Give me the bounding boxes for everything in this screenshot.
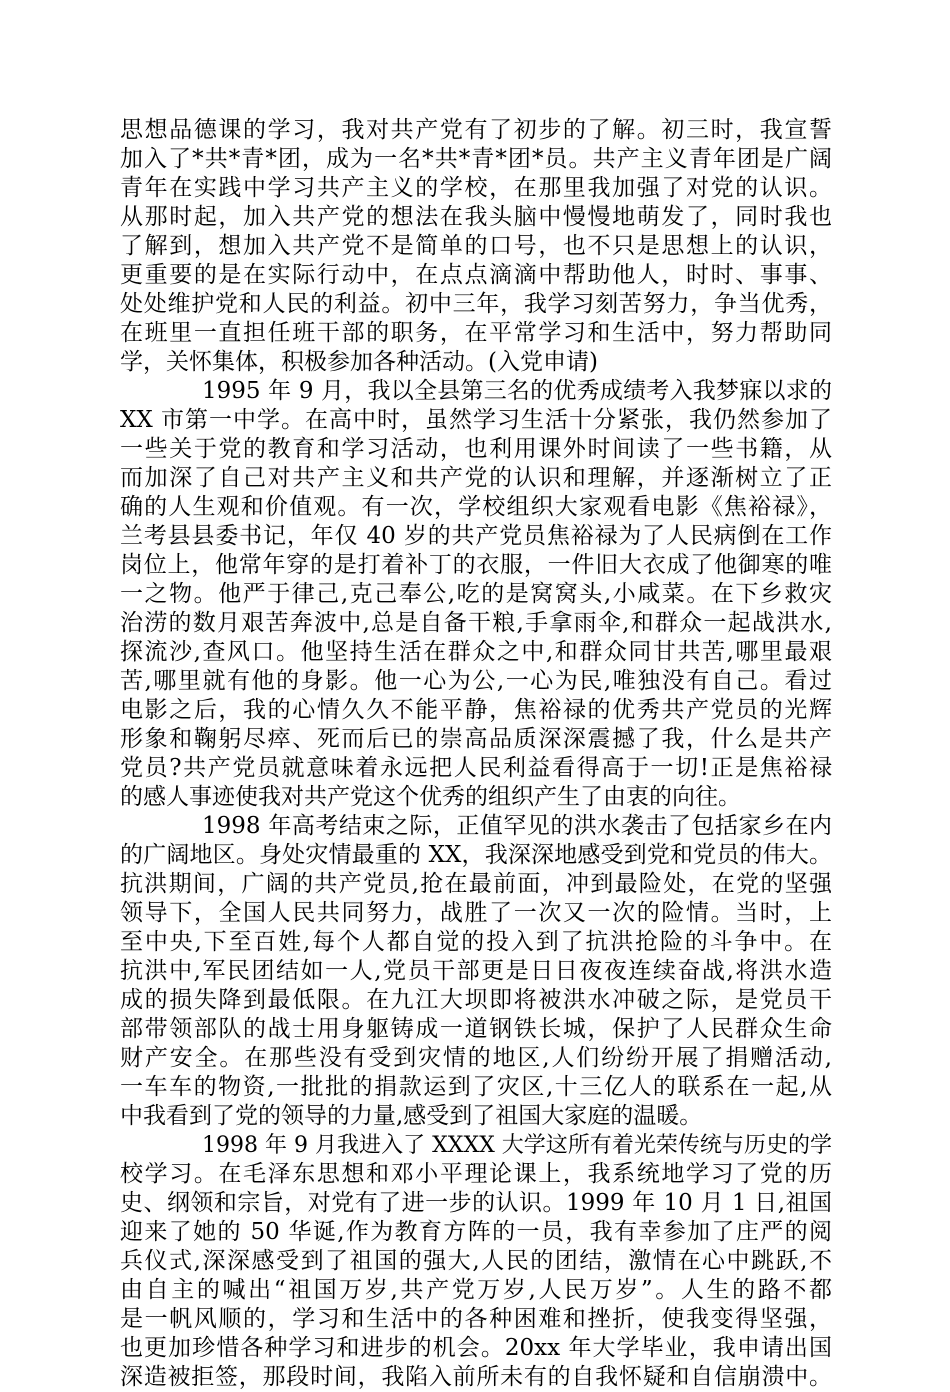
text-line: 一之物。他严于律己,克己奉公,吃的是窝窝头,小咸菜。在下乡救灾 xyxy=(120,581,832,607)
text-line: 治涝的数月艰苦奔波中,总是自备干粮,手拿雨伞,和群众一起战洪水, xyxy=(120,610,832,636)
text-line: 的感人事迹使我对共产党这个优秀的组织产生了由衷的向往。 xyxy=(120,784,741,810)
text-line: 更重要的是在实际行动中，在点点滴滴中帮助他人，时时、事事、 xyxy=(120,262,832,288)
text-line: 财产安全。在那些没有受到灾情的地区,人们纷纷开展了捐赠活动, xyxy=(120,1045,832,1071)
text-line: 1995 年 9 月，我以全县第三名的优秀成绩考入我梦寐以求的 xyxy=(202,378,832,404)
text-line: 党员?共产党员就意味着永远把人民利益看得高于一切!正是焦裕禄 xyxy=(120,755,832,781)
text-line: 处处维护党和人民的利益。初中三年，我学习刻苦努力，争当优秀， xyxy=(120,291,832,317)
text-line: 领导下，全国人民共同努力，战胜了一次又一次的险情。当时，上 xyxy=(120,900,832,926)
text-line: 部带领部队的战士用身躯铸成一道钢铁长城，保护了人民群众生命 xyxy=(120,1016,832,1042)
text-line: 史、纲领和宗旨，对党有了进一步的认识。1999 年 10 月 1 日,祖国 xyxy=(120,1190,832,1216)
text-line: 了解到，想加入共产党不是简单的口号，也不只是思想上的认识， xyxy=(120,233,832,259)
text-line: 也更加珍惜各种学习和进步的机会。20xx 年大学毕业，我申请出国 xyxy=(120,1335,832,1361)
text-line: 思想品德课的学习，我对共产党有了初步的了解。初三时，我宣誓 xyxy=(120,117,832,143)
text-line: 的广阔地区。身处灾情最重的 XX，我深深地感受到党和党员的伟大。 xyxy=(120,842,832,868)
text-line: 1998 年高考结束之际，正值罕见的洪水袭击了包括家乡在内 xyxy=(202,813,832,839)
text-line: 1998 年 9 月我进入了 XXXX 大学这所有着光荣传统与历史的学 xyxy=(202,1133,832,1158)
text-line: 一车车的物资,一批批的捐款运到了灾区,十三亿人的联系在一起,从 xyxy=(120,1074,832,1100)
text-line: 抗洪期间，广阔的共产党员,抢在最前面，冲到最险处，在党的坚强 xyxy=(120,871,832,897)
text-line: 探流沙,查风口。他坚持生活在群众之中,和群众同甘共苦,哪里最艰 xyxy=(120,639,832,665)
text-line: 从那时起，加入共产党的想法在我头脑中慢慢地萌发了，同时我也 xyxy=(120,204,832,230)
text-line: 兰考县县委书记，年仅 40 岁的共产党员焦裕禄为了人民病倒在工作 xyxy=(120,523,832,549)
text-line: 是一帆风顺的，学习和生活中的各种困难和挫折，使我变得坚强， xyxy=(120,1306,832,1332)
text-line: 迎来了她的 50 华诞,作为教育方阵的一员，我有幸参加了庄严的阅 xyxy=(120,1219,832,1245)
text-line: 成的损失降到最低限。在九江大坝即将被洪水冲破之际，是党员干 xyxy=(120,987,832,1013)
text-line: 学，关怀集体，积极参加各种活动。(入党申请) xyxy=(120,349,598,375)
text-line: 加入了*共*青*团，成为一名*共*青*团*员。共产主义青年团是广阔 xyxy=(120,146,832,172)
text-line: 形象和鞠躬尽瘁、死而后已的崇高品质深深震撼了我，什么是共产 xyxy=(120,726,832,752)
text-line: 青年在实践中学习共产主义的学校，在那里我加强了对党的认识。 xyxy=(120,175,832,201)
text-line: XX 市第一中学。在高中时，虽然学习生活十分紧张，我仍然参加了 xyxy=(120,407,832,433)
text-line: 确的人生观和价值观。有一次，学校组织大家观看电影《焦裕禄》， xyxy=(120,494,832,520)
text-line: 电影之后，我的心情久久不能平静，焦裕禄的优秀共产党员的光辉 xyxy=(120,697,832,723)
text-line: 而加深了自己对共产主义和共产党的认识和理解，并逐渐树立了正 xyxy=(120,465,832,491)
text-line: 中我看到了党的领导的力量,感受到了祖国大家庭的温暖。 xyxy=(120,1103,703,1129)
text-line: 至中央,下至百姓,每个人都自觉的投入到了抗洪抢险的斗争中。在 xyxy=(120,929,832,955)
text-line: 一些关于党的教育和学习活动，也利用课外时间读了一些书籍，从 xyxy=(120,436,832,462)
text-line: 岗位上，他常年穿的是打着补丁的衣服，一件旧大衣成了他御寒的唯 xyxy=(120,552,832,578)
text-line: 苦,哪里就有他的身影。他一心为公,一心为民,唯独没有自己。看过 xyxy=(120,668,832,694)
text-line: 兵仪式,深深感受到了祖国的强大,人民的团结，激情在心中跳跃,不 xyxy=(120,1248,832,1274)
text-line: 深造被拒签，那段时间，我陷入前所未有的自我怀疑和自信崩溃中。 xyxy=(120,1364,832,1390)
text-line: 由自主的喊出“祖国万岁,共产党万岁,人民万岁”。人生的路不都 xyxy=(120,1277,832,1303)
text-line: 在班里一直担任班干部的职务，在平常学习和生活中，努力帮助同 xyxy=(120,320,832,346)
document-body xyxy=(120,116,832,1392)
text-line: 校学习。在毛泽东思想和邓小平理论课上，我系统地学习了党的历 xyxy=(120,1161,832,1187)
text-line: 抗洪中,军民团结如一人,党员干部更是日日夜夜连续奋战,将洪水造 xyxy=(120,958,832,984)
